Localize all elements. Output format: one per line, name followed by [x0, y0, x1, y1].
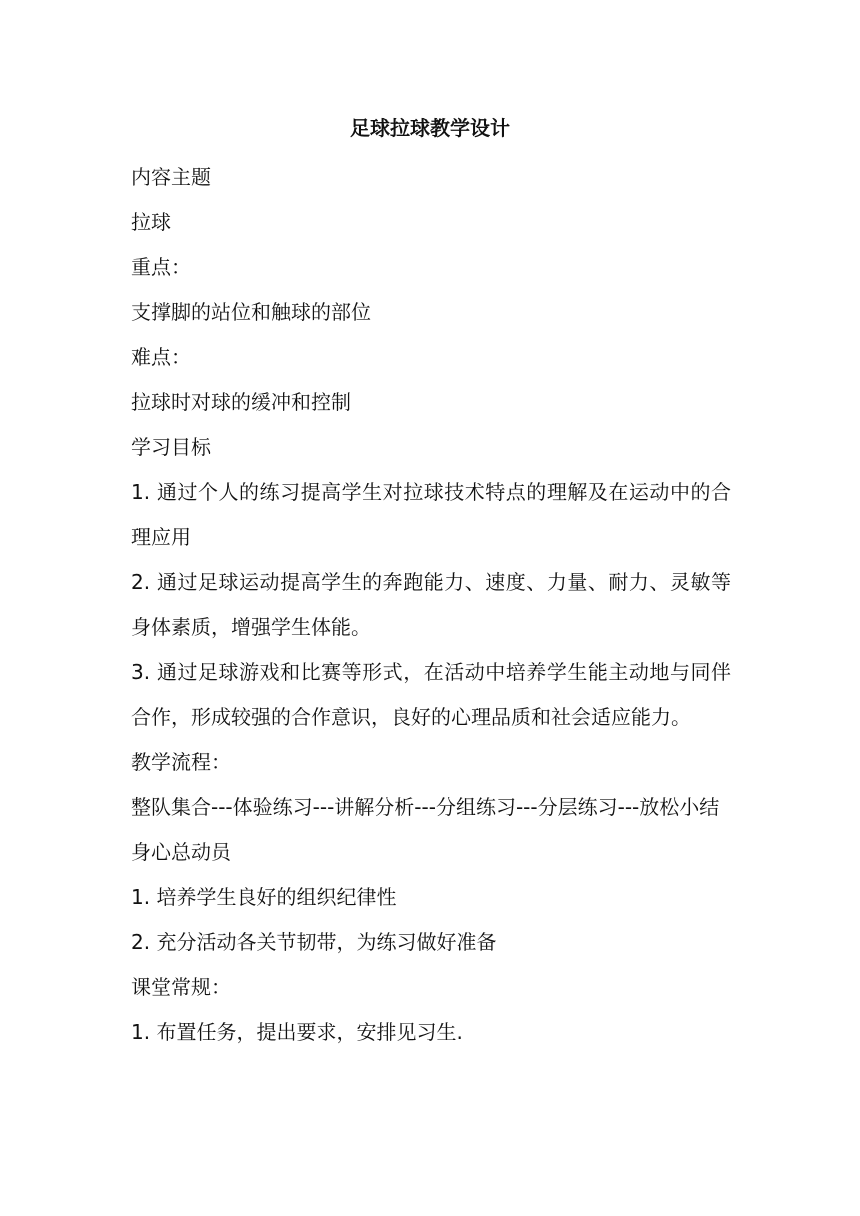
content-topic-value: 拉球 — [131, 210, 171, 234]
learning-goal-item: 3. 通过足球游戏和比赛等形式，在活动中培养学生能主动地与同伴合作，形成较强的合作意识，良好的心理品质和社会适应能力。 — [131, 660, 731, 729]
section-content-topic-label: 内容主题 — [131, 165, 211, 189]
section-classroom-routine-title: 课堂常规： — [131, 975, 231, 999]
section-warmup-title: 身心总动员 — [131, 840, 231, 864]
difficulty-value: 拉球时对球的缓冲和控制 — [131, 390, 351, 414]
warmup-item: 1. 培养学生良好的组织纪律性 — [131, 885, 397, 909]
learning-goal-item: 2. 通过足球运动提高学生的奔跑能力、速度、力量、耐力、灵敏等身体素质，增强学生体能。 — [131, 570, 731, 639]
section-difficulty-label: 难点： — [131, 345, 191, 369]
section-key-point-label: 重点： — [131, 255, 191, 279]
teaching-flow-value: 整队集合---体验练习---讲解分析---分组练习---分层练习---放松小结 — [131, 795, 720, 819]
warmup-item: 2. 充分活动各关节韧带，为练习做好准备 — [131, 930, 497, 954]
document-title: 足球拉球教学设计 — [350, 116, 510, 140]
section-teaching-flow-label: 教学流程： — [131, 750, 231, 774]
key-point-value: 支撑脚的站位和触球的部位 — [131, 300, 371, 324]
routine-item: 1. 布置任务，提出要求，安排见习生. — [131, 1020, 463, 1044]
section-learning-goals-label: 学习目标 — [131, 435, 211, 459]
learning-goal-item: 1. 通过个人的练习提高学生对拉球技术特点的理解及在运动中的合理应用 — [131, 480, 731, 549]
document-body — [131, 155, 731, 1055]
